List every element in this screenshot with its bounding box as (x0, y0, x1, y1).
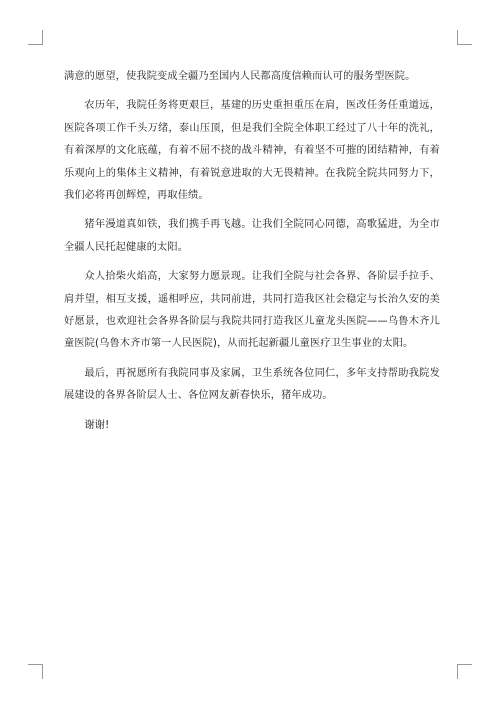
crop-mark-bottom-left (28, 664, 43, 679)
paragraph-closing-wishes: 最后，再祝愿所有我院同事及家属，卫生系统各位同仁，多年支持帮助我院发展建设的各界各阶层人士、各位网友新春快乐，猪年成功。 (64, 367, 440, 402)
paragraph-joint-effort: 众人拾柴火焰高，大家努力愿景现。让我们全院与社会各界、各阶层手拉手、肩并望，相互支援，遥相呼应，共同前进，共同打造我区社会稳定与长治久安的美好愿景，也欢迎社会各界各阶层与我院共同打造我区儿童龙头医院——乌鲁木齐儿童医院(乌鲁木齐市第一人民医院)，从而托起新疆儿童医疗卫生事业的太阳。 (64, 271, 440, 350)
document-body (64, 66, 440, 444)
paragraph-year-of-pig: 猪年漫道真如铁，我们携手再飞越。让我们全院同心同德，高歌猛进，为全市全疆人民托起健康的太阳。 (64, 219, 440, 253)
crop-mark-top-right (457, 30, 472, 45)
paragraph-continuation: 满意的愿望，使我院变成全疆乃至国内人民都高度信赖而认可的服务型医院。 (64, 71, 416, 82)
crop-mark-bottom-right (457, 664, 472, 679)
paragraph-lunar-new-year-tasks: 农历年，我院任务将更艰巨，基建的历史重担重压在肩，医改任务任重道远，医院各项工作千头万绪，泰山压顶，但是我们全院全体职工经过了八十年的洗礼，有着深厚的文化底蕴，有着不屈不挠的战斗精神，有着坚不可摧的团结精神，有着乐观向上的集体主义精神，有着锐意进取的大无畏精神。在我院全院共同努力下，我们必将再创辉煌，再取佳绩。 (64, 100, 440, 202)
crop-mark-top-left (28, 30, 43, 45)
paragraph-thanks: 谢谢! (84, 419, 110, 431)
